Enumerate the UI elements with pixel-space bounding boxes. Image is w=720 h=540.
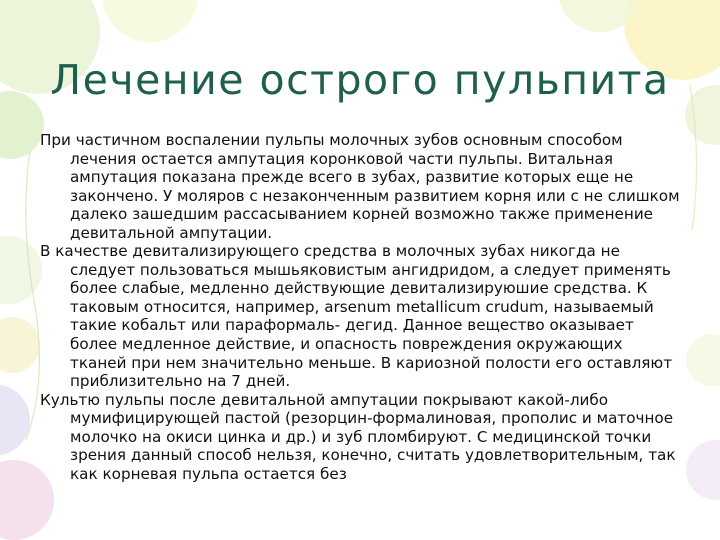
- body-paragraph-devitalizing-agent: В качестве девитализирующего средства в молочных зубах никогда не следует пользоваться мышьяковистым ангидридом, а следует применять более слабые, медленно действующие девитализируюшие средства. К таковым относится, например, arsenum metallicum crudum, называемый такие кобальт или параформаль- дегид. Данное вещество оказывает более медленное действие, и опасность повреждения окружающих тканей при нем значительно меньше. В кариозной полости его оставляют приблизительно на 7 дней.: [40, 242, 673, 391]
- body-paragraph-amputation: При частичном воспалении пульпы молочных зубов основным способом лечения остается ампутация коронковой части пульпы. Витальная ампутация показана прежде всего в зубах, развитие которых еще не закончено. У моляров с незаконченным развитием корня или с не слишком далеко зашедшим рассасыванием корней возможно также применение девитальной ампутации.: [40, 131, 680, 242]
- body-paragraph-pulp-stump: Культю пульпы после девитальной ампутации покрывают какой-либо мумифицирующей пастой (резорцин-формалиновая, прополис и маточное молочко на окиси цинка и др.) и зуб пломбируют. С медицинской точки зрения данный способ нельзя, конечно, считать удовлетворительным, так как корневая пульпа остается без: [40, 390, 676, 483]
- slide-body: [40, 131, 680, 536]
- slide-title: Лечение острого пульпита: [50, 56, 670, 104]
